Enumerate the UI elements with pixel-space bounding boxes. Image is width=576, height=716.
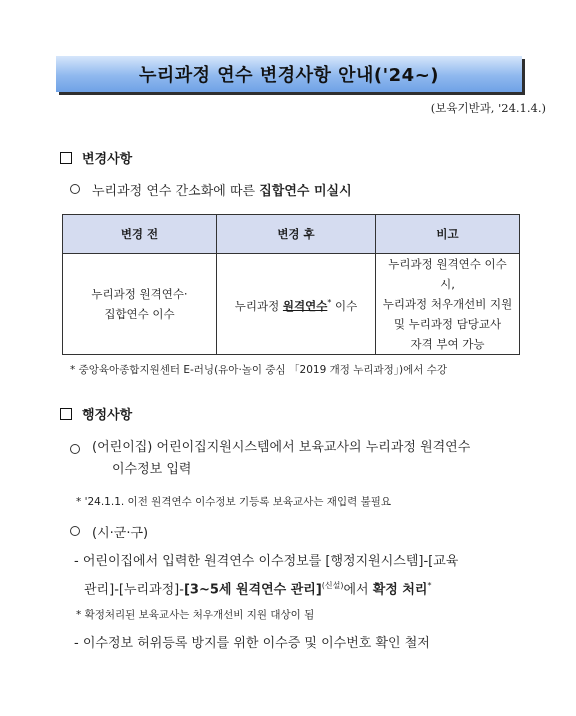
document-meta: (보육기반과, '24.1.4.) <box>430 101 546 115</box>
table-row <box>63 254 520 355</box>
cell-note: 누리과정 원격연수 이수 시, 누리과정 처우개선비 지원 및 누리과정 담당교사 자격 부여 가능 <box>376 254 520 355</box>
changes-table <box>62 214 520 355</box>
circle-bullet-icon <box>70 444 80 454</box>
col-header-before: 변경 전 <box>63 215 217 254</box>
page-title: 누리과정 연수 변경사항 안내('24~) <box>138 65 440 86</box>
checkbox-square-icon <box>60 408 72 420</box>
confirm-note: * 확정처리된 보육교사는 처우개선비 지원 대상이 됨 <box>76 609 315 621</box>
dash-item-confirm: - 어린이집에서 입력한 원격연수 이수정보를 [행정지원시스템]-[교육 관리]-[누리과정]-[3~5세 원격연수 관리]$^{(신설)}$에서 확정 처리* <box>74 554 459 598</box>
bullet-daycare: (어린이집) 어린이집지원시스템에서 보육교사의 누리과정 원격연수 이수정보 입력 <box>70 437 470 481</box>
table-header-row <box>63 215 520 254</box>
table-footnote: * 중앙육아종합지원센터 E-러닝(유아·놀이 중심 「2019 개정 누리과정」)에서 수강 <box>70 364 448 376</box>
bullet-summary: 누리과정 연수 간소화에 따른 집합연수 미실시 <box>70 180 352 199</box>
circle-bullet-icon <box>70 526 80 536</box>
circle-bullet-icon <box>70 184 80 194</box>
checkbox-square-icon <box>60 152 72 164</box>
cell-after: 누리과정 원격연수* 이수 <box>217 254 376 355</box>
bullet-municipality: (시·군·구) <box>70 522 148 541</box>
col-header-after: 변경 후 <box>217 215 376 254</box>
daycare-note: * '24.1.1. 이전 원격연수 이수정보 기등록 보육교사는 재입력 불필요 <box>76 496 392 508</box>
title-banner <box>56 56 522 92</box>
section-heading-changes: 변경사항 <box>60 148 132 167</box>
dash-item-verify: - 이수정보 허위등록 방지를 위한 이수증 및 이수번호 확인 철저 <box>74 636 430 651</box>
cell-before: 누리과정 원격연수· 집합연수 이수 <box>63 254 217 355</box>
section-heading-admin: 행정사항 <box>60 404 132 423</box>
col-header-note: 비고 <box>376 215 520 254</box>
